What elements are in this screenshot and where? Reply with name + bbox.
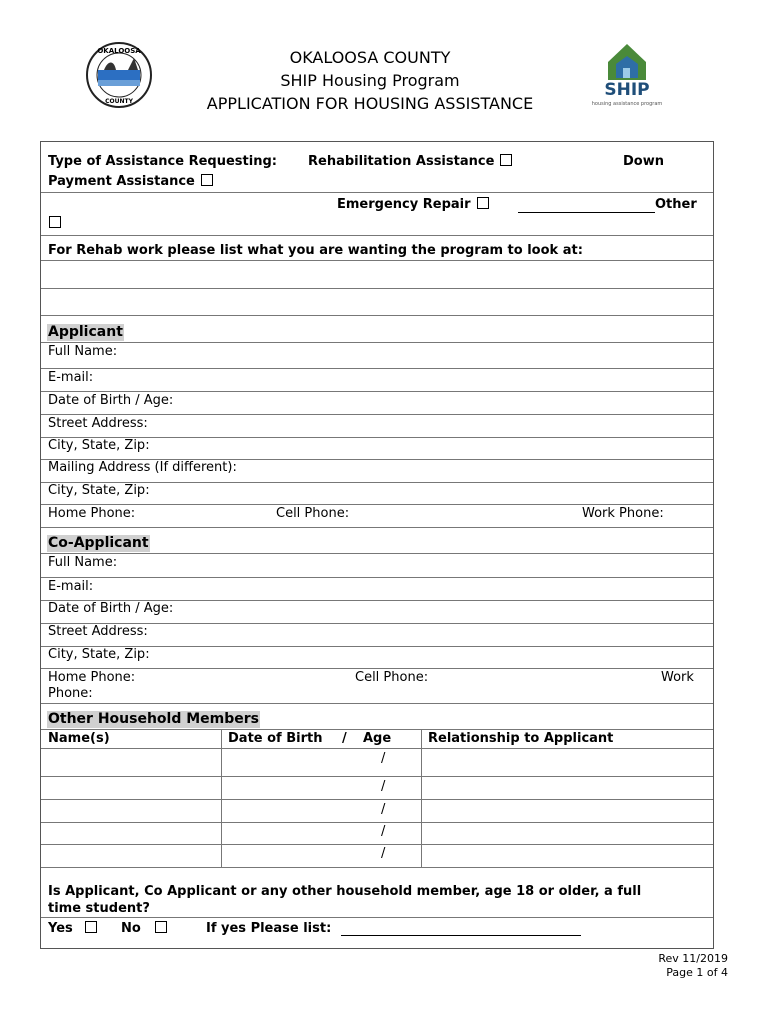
divider: [41, 748, 713, 749]
svg-text:COUNTY: COUNTY: [105, 98, 133, 105]
coapplicant-heading: Co-Applicant: [48, 535, 149, 551]
coapplicant-work-phone[interactable]: Work: [661, 670, 694, 685]
table-row: [41, 844, 713, 845]
applicant-cell-phone[interactable]: Cell Phone:: [276, 506, 350, 521]
divider: [41, 527, 713, 528]
applicant-mailing[interactable]: Mailing Address (If different):: [48, 460, 237, 475]
other-checkbox-wrap: [43, 216, 61, 232]
no-checkbox[interactable]: [155, 921, 167, 933]
divider: [41, 260, 713, 261]
applicant-email[interactable]: E-mail:: [48, 370, 94, 385]
emergency-label: Emergency Repair: [337, 197, 471, 212]
coapplicant-email[interactable]: E-mail:: [48, 579, 94, 594]
table-row: [41, 776, 713, 777]
emergency-checkbox[interactable]: [477, 197, 489, 209]
divider: [41, 577, 713, 578]
applicant-work-phone[interactable]: Work Phone:: [582, 506, 664, 521]
divider: [41, 553, 713, 554]
divider: [41, 917, 713, 918]
applicant-heading: Applicant: [48, 324, 123, 340]
student-question-line1: Is Applicant, Co Applicant or any other household member, age 18 or older, a full: [48, 884, 642, 899]
divider: [41, 368, 713, 369]
revision-label: Rev 11/2019: [658, 952, 728, 965]
document-title: [190, 46, 550, 115]
student-list-blank[interactable]: [341, 921, 581, 941]
other-blank[interactable]: [518, 198, 655, 218]
yes-label: Yes: [48, 921, 73, 936]
emergency-option: [337, 197, 489, 213]
household-heading: Other Household Members: [48, 711, 260, 727]
title-application: APPLICATION FOR HOUSING ASSISTANCE: [206, 94, 534, 113]
divider: [41, 192, 713, 193]
ship-logo: [590, 40, 670, 110]
column-divider: [221, 729, 222, 867]
svg-text:housing assistance program: housing assistance program: [591, 101, 663, 107]
coapplicant-city[interactable]: City, State, Zip:: [48, 647, 150, 662]
household-row-4-slash: /: [381, 824, 386, 839]
applicant-home-phone[interactable]: Home Phone:: [48, 506, 136, 521]
col-age: Age: [363, 731, 392, 746]
divider: [41, 668, 713, 669]
rehab-label: Rehabilitation Assistance: [308, 154, 495, 169]
applicant-city[interactable]: City, State, Zip:: [48, 438, 150, 453]
yes-option: [48, 921, 97, 937]
rehab-line-2[interactable]: [41, 315, 713, 316]
rehab-prompt: For Rehab work please list what you are wanting the program to look at:: [48, 243, 583, 258]
title-program: SHIP Housing Program: [280, 71, 460, 90]
table-row: [41, 799, 713, 800]
svg-text:SHIP: SHIP: [604, 80, 650, 100]
page-footer: [658, 952, 728, 980]
divider: [41, 504, 713, 505]
applicant-dob[interactable]: Date of Birth / Age:: [48, 393, 174, 408]
coapplicant-full-name[interactable]: Full Name:: [48, 555, 118, 570]
divider: [41, 729, 713, 730]
applicant-street[interactable]: Street Address:: [48, 416, 148, 431]
divider: [41, 235, 713, 236]
coapplicant-home-phone[interactable]: Home Phone:: [48, 670, 136, 685]
divider: [41, 414, 713, 415]
application-form: [40, 141, 714, 949]
payment-label: Payment Assistance: [48, 174, 195, 189]
other-label: Other: [655, 197, 697, 212]
title-county: OKALOOSA COUNTY: [289, 48, 451, 67]
col-slash: /: [342, 731, 347, 746]
svg-text:OKALOOSA: OKALOOSA: [97, 47, 141, 55]
student-list-label: If yes Please list:: [206, 921, 332, 936]
household-row-1-slash: /: [381, 751, 386, 766]
coapplicant-street[interactable]: Street Address:: [48, 624, 148, 639]
rehab-checkbox[interactable]: [500, 154, 512, 166]
coapplicant-dob[interactable]: Date of Birth / Age:: [48, 601, 174, 616]
coapplicant-phone-wrap: Phone:: [48, 686, 93, 701]
coapplicant-cell-phone[interactable]: Cell Phone:: [355, 670, 429, 685]
divider: [41, 703, 713, 704]
rehab-option: [308, 154, 512, 170]
rehab-line-1[interactable]: [41, 288, 713, 289]
table-row: [41, 822, 713, 823]
student-question-line2: time student?: [48, 901, 150, 916]
household-row-2-slash: /: [381, 779, 386, 794]
payment-checkbox[interactable]: [201, 174, 213, 186]
col-names: Name(s): [48, 731, 110, 746]
applicant-full-name[interactable]: Full Name:: [48, 344, 118, 359]
assistance-type-label: Type of Assistance Requesting:: [48, 154, 277, 169]
applicant-city-2[interactable]: City, State, Zip:: [48, 483, 150, 498]
no-label: No: [121, 921, 141, 936]
payment-option: [48, 174, 213, 190]
household-row-3-slash: /: [381, 802, 386, 817]
page-number: Page 1 of 4: [666, 966, 728, 979]
okaloosa-county-seal: [84, 42, 154, 108]
col-relationship: Relationship to Applicant: [428, 731, 614, 746]
no-option: [121, 921, 167, 937]
other-checkbox[interactable]: [49, 216, 61, 228]
household-row-5-slash: /: [381, 846, 386, 861]
column-divider: [421, 729, 422, 867]
yes-checkbox[interactable]: [85, 921, 97, 933]
divider: [41, 342, 713, 343]
down-label: Down: [623, 154, 664, 169]
col-dob: Date of Birth: [228, 731, 323, 746]
divider: [41, 867, 713, 868]
divider: [41, 391, 713, 392]
